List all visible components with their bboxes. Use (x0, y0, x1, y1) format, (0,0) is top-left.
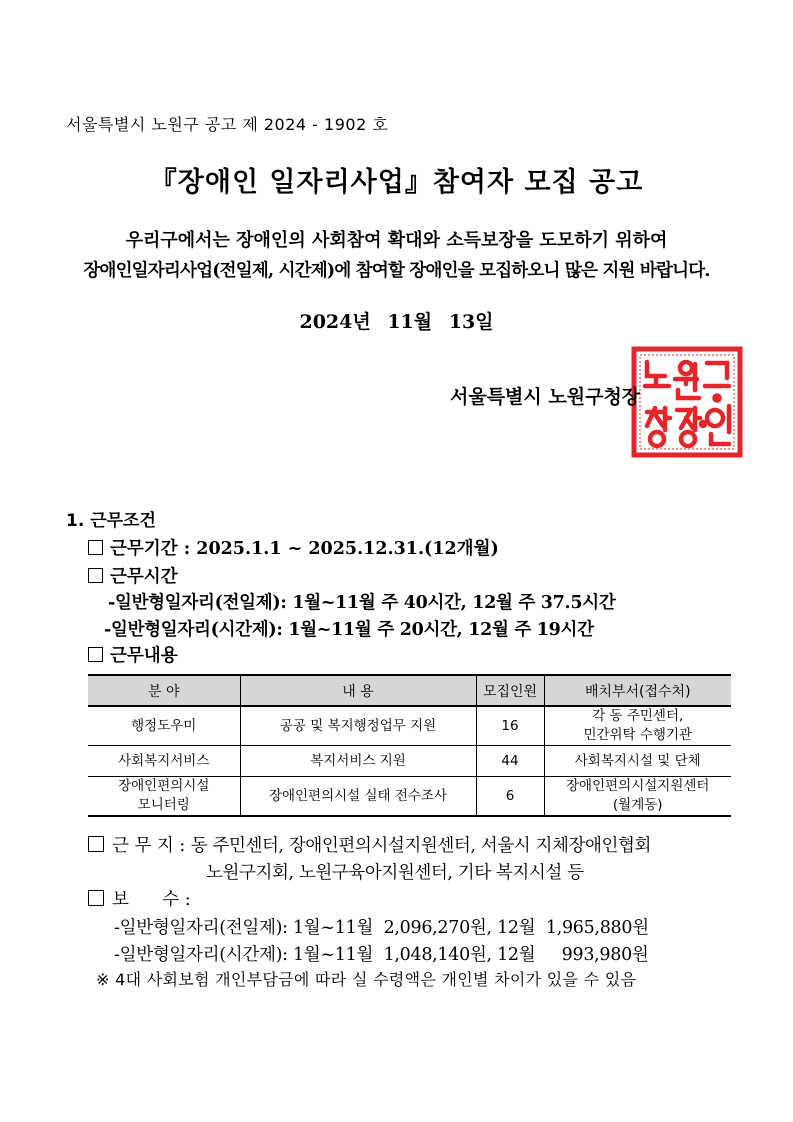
table-row (88, 706, 731, 746)
work-hours-fulltime: -일반형일자리(전일제): 1월~11월 주 40시간, 12월 주 37.5시간 (108, 593, 616, 613)
pay-label-text: 보 수 : (112, 890, 191, 910)
signer: 서울특별시 노원구청장 (450, 386, 641, 408)
workplace-label: 근 무 지 : (112, 836, 191, 856)
checkbox-icon (88, 890, 104, 906)
cell-department-line1: 장애인편의시설지원센터 (566, 778, 710, 794)
cell-field: 사회복지서비스 (88, 746, 240, 777)
pay-note: ※ 4대 사회보험 개인부담금에 따라 실 수령액은 개인별 차이가 있을 수 있음 (96, 970, 637, 989)
header-content: 내 용 (240, 675, 476, 706)
table-row (88, 777, 731, 817)
workplace-line1: 동 주민센터, 장애인편의시설지원센터, 서울시 지체장애인협회 (190, 836, 651, 856)
work-hours-label (88, 563, 178, 588)
pay-label (88, 886, 191, 911)
work-period (88, 535, 499, 560)
cell-department (544, 777, 731, 817)
work-period-text: 근무기간 : 2025.1.1 ~ 2025.12.31.(12개월) (110, 539, 499, 559)
page-title: 『장애인 일자리사업』참여자 모집 공고 (149, 167, 644, 198)
cell-recruits: 16 (476, 706, 544, 746)
table-header-row (88, 675, 731, 706)
cell-field (88, 777, 240, 817)
workplace-line2: 노원구지회, 노원구육아지원센터, 기타 복지시설 등 (206, 863, 584, 883)
cell-department-line2: 민간위탁 수행기관 (583, 727, 693, 743)
cell-recruits: 6 (476, 777, 544, 817)
header-field: 분 야 (88, 675, 240, 706)
cell-field: 행정도우미 (88, 706, 240, 746)
official-seal (631, 346, 743, 458)
header-recruits: 모집인원 (476, 675, 544, 706)
work-hours-label-text: 근무시간 (110, 567, 178, 587)
intro-line-1: 우리구에서는 장애인의 사회참여 확대와 소득보장을 도모하기 위하여 (125, 230, 668, 251)
pay-fulltime: -일반형일자리(전일제): 1월~11월 2,096,270원, 12월 1,965,880원 (114, 918, 649, 938)
section-heading: 1. 근무조건 (66, 511, 156, 531)
checkbox-icon (88, 568, 103, 583)
notice-date: 2024년 11월 13일 (299, 311, 494, 333)
cell-department (544, 706, 731, 746)
header-department: 배치부서(접수처) (544, 675, 731, 706)
notice-number: 서울특별시 노원구 공고 제 2024 - 1902 호 (66, 115, 389, 134)
cell-field-line2: 모니터링 (137, 797, 190, 813)
work-content-label-text: 근무내용 (110, 646, 178, 666)
cell-department-line2: (월계동) (612, 797, 663, 813)
checkbox-icon (88, 836, 104, 852)
pay-parttime: -일반형일자리(시간제): 1월~11월 1,048,140원, 12월 993,980원 (114, 945, 649, 965)
table-row (88, 746, 731, 777)
cell-field-line1: 장애인편의시설 (118, 778, 210, 794)
cell-recruits: 44 (476, 746, 544, 777)
cell-content: 장애인편의시설 실태 전수조사 (240, 777, 476, 817)
workplace (88, 832, 651, 857)
intro-line-2: 장애인일자리사업(전일제, 시간제)에 참여할 장애인을 모집하오니 많은 지원 바랍니다. (83, 261, 710, 281)
seal-icon (631, 346, 743, 458)
checkbox-icon (88, 647, 103, 662)
work-hours-parttime: -일반형일자리(시간제): 1월~11월 주 20시간, 12월 주 19시간 (104, 620, 594, 640)
checkbox-icon (88, 540, 103, 555)
cell-content: 공공 및 복지행정업무 지원 (240, 706, 476, 746)
cell-department-line1: 각 동 주민센터, (592, 708, 684, 724)
work-content-label (88, 642, 178, 667)
jobs-table (88, 674, 731, 817)
cell-department: 사회복지시설 및 단체 (544, 746, 731, 777)
cell-content: 복지서비스 지원 (240, 746, 476, 777)
